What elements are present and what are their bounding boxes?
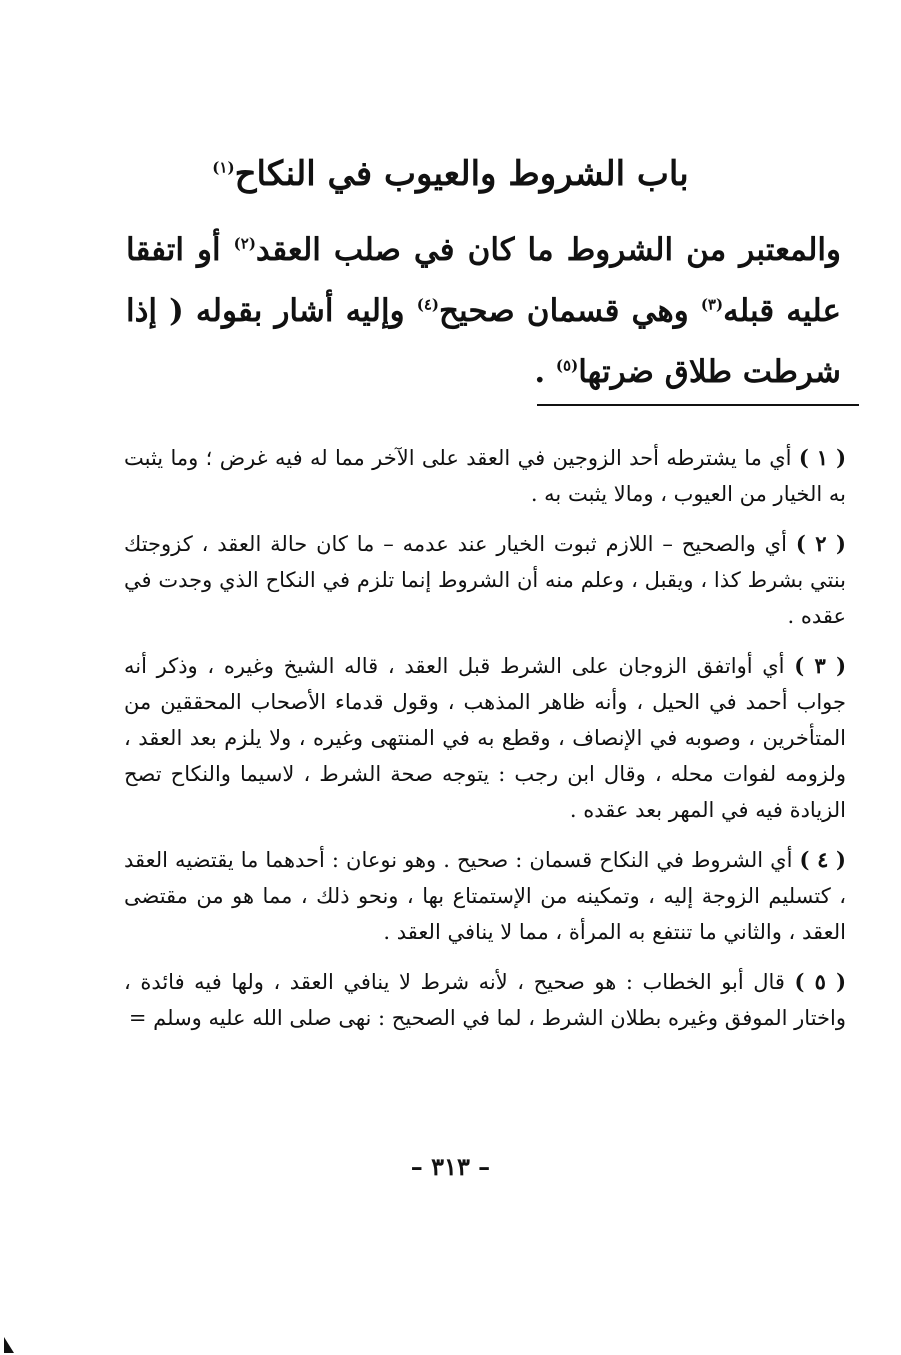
corner-arrow-icon — [4, 1337, 14, 1353]
footnote-ref-4: (٤) — [416, 295, 439, 314]
main-text-part-4: وإليه أشار بقوله ( إذا شرطت طلاق ضرتها — [126, 293, 841, 390]
footnote-ref-3: (٣) — [700, 295, 724, 314]
footnote-text: أي أواتفق الزوجان على الشرط قبل العقد ، قاله الشيخ وغيره ، وذكر أنه جواب أحمد في الحيل ، وأنه ظاهر المذهب ، وقول قدماء الأصحاب المحققين من المتأخرين ، وصوبه في الإنصاف ، وقطع به في المنتهى وغيره ، ولا يلزم بعد العقد ، ولزومه لفوات محله ، وقال ابن رجب : يتوجه صحة الشرط ، لاسيما والنكاح تصح الزيادة فيه في المهر بعد عقده . — [124, 654, 846, 822]
footnotes — [124, 440, 846, 1050]
footnote-marker: ( ٢ ) — [795, 531, 846, 556]
footnote-text: أي والصحيح – اللازم ثبوت الخيار عند عدمه – ما كان حالة العقد ، كزوجتك بنتي بشرط كذا ، ويقبل ، وعلم منه أن الشروط إنما تلزم في النكاح الذي وجدت في عقده . — [124, 532, 846, 628]
main-text-part-1: والمعتبر من الشروط ما كان في صلب العقد — [255, 232, 841, 268]
main-text-part-2: أو اتفقا عليه قبله — [126, 232, 842, 329]
main-text — [126, 220, 841, 403]
footnote-marker: ( ٤ ) — [799, 847, 846, 872]
footnote-text: أي ما يشترطه أحد الزوجين في العقد على الآخر مما له فيه غرض ؛ وما يثبت به الخيار من العيوب ، ومالا يثبت به . — [124, 446, 846, 506]
footnote-1 — [124, 440, 846, 512]
footnote-ref-1: (١) — [212, 158, 235, 177]
main-text-part-3: وهي قسمان صحيح — [438, 293, 701, 329]
footnote-ref-2: (٢) — [233, 234, 256, 253]
page-number: – ٣١٣ – — [410, 1152, 491, 1181]
footnote-text: قال أبو الخطاب : هو صحيح ، لأنه شرط لا ينافي العقد ، ولها فيه فائدة ، واختار الموفق وغيره بطلان الشرط ، لما في الصحيح : نهى صلى الله عليه وسلم = — [124, 970, 846, 1030]
footnote-2 — [124, 526, 846, 634]
main-text-part-5: . — [534, 354, 556, 390]
footnote-5 — [124, 964, 846, 1036]
footnote-marker: ( ١ ) — [798, 445, 847, 470]
footnote-text: أي الشروط في النكاح قسمان : صحيح . وهو نوعان : أحدهما ما يقتضيه العقد ، كتسليم الزوجة إليه ، وتمكينه من الإستمتاع بها ، ونحو ذلك ، مما هو من مقتضى العقد ، والثاني ما تنتفع به المرأة ، مما لا ينافي العقد . — [124, 848, 846, 944]
footnote-marker: ( ٥ ) — [794, 969, 846, 994]
footnote-3 — [124, 648, 846, 828]
chapter-title — [0, 150, 901, 198]
footnote-ref-5: (٥) — [555, 356, 579, 375]
footnote-marker: ( ٣ ) — [794, 653, 847, 678]
footnote-4 — [124, 842, 846, 950]
footnote-divider — [537, 404, 859, 406]
chapter-title-text: باب الشروط والعيوب في النكاح — [234, 154, 689, 194]
